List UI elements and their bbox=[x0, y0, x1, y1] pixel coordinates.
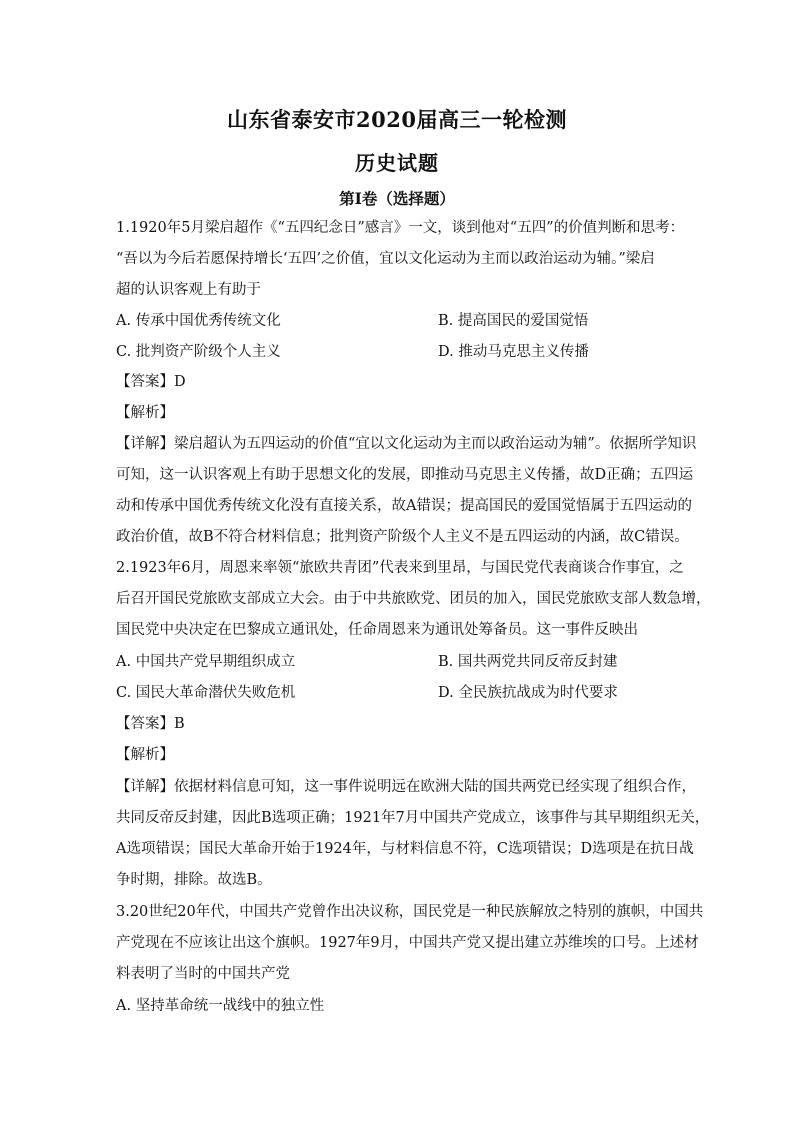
q2-option-b: B. 国共两党共同反帝反封建 bbox=[438, 654, 618, 670]
exam-title: 山东省泰安市2020届高三一轮检测 bbox=[227, 107, 567, 132]
q3-stem-line-1: 3.20世纪20年代，中国共产党曾作出决议称，国民党是一种民族解放之特别的旗帜，中国共 bbox=[116, 904, 704, 920]
q2-detail-line-4: 争时期，排除。故选B。 bbox=[116, 872, 272, 888]
q2-answer: 【答案】B bbox=[116, 716, 185, 732]
q3-stem-line-3: 料表明了当时的中国共产党 bbox=[116, 966, 290, 982]
section-heading: 第Ⅰ卷（选择题） bbox=[339, 189, 455, 208]
q2-option-c: C. 国民大革命潜伏失败危机 bbox=[116, 685, 296, 701]
q2-stem-line-1: 2.1923年6月，周恩来率领“旅欧共青团”代表来到里昂，与国民党代表商谈合作事宜，之 bbox=[116, 560, 684, 576]
q1-detail-line-3: 动和传承中国优秀传统文化没有直接关系，故A错误；提高国民的爱国觉悟属于五四运动的 bbox=[116, 498, 692, 514]
q2-detail-line-1: 【详解】依据材料信息可知，这一事件说明远在欧洲大陆的国共两党已经实现了组织合作， bbox=[116, 779, 696, 795]
q3-stem-line-2: 产党现在不应该让出这个旗帜。1927年9月，中国共产党又提出建立苏维埃的口号。上述材 bbox=[116, 935, 699, 951]
q2-analysis-label: 【解析】 bbox=[116, 747, 174, 763]
q2-detail-line-3: A选项错误；国民大革命开始于1924年，与材料信息不符，C选项错误；D选项是在抗日战 bbox=[116, 841, 694, 857]
q1-option-d: D. 推动马克思主义传播 bbox=[438, 344, 589, 360]
exam-subject: 历史试题 bbox=[355, 151, 439, 175]
q1-analysis-label: 【解析】 bbox=[116, 405, 174, 421]
q2-detail-line-2: 共同反帝反封建，因此B选项正确；1921年7月中国共产党成立，该事件与其早期组织无关， bbox=[116, 810, 710, 826]
q1-option-b: B. 提高国民的爱国觉悟 bbox=[438, 313, 589, 329]
q2-stem-line-2: 后召开国民党旅欧支部成立大会。由于中共旅欧党、团员的加入，国民党旅欧支部人数急增， bbox=[116, 591, 711, 607]
q1-stem-line-3: 超的认识客观上有助于 bbox=[116, 282, 261, 298]
q2-option-d: D. 全民族抗战成为时代要求 bbox=[438, 685, 618, 701]
q1-detail-line-4: 政治价值，故B不符合材料信息；批判资产阶级个人主义不是五四运动的内涵，故C错误。 bbox=[116, 529, 689, 545]
q3-option-a: A. 坚持革命统一战线中的独立性 bbox=[116, 998, 325, 1014]
q2-option-a: A. 中国共产党早期组织成立 bbox=[116, 654, 296, 670]
q2-stem-line-3: 国民党中央决定在巴黎成立通讯处，任命周恩来为通讯处筹备员。这一事件反映出 bbox=[116, 622, 638, 638]
q1-answer: 【答案】D bbox=[116, 374, 186, 390]
q1-detail-line-1: 【详解】梁启超认为五四运动的价值“宜以文化运动为主而以政治运动为辅”。依据所学知识 bbox=[116, 436, 697, 452]
q1-stem-line-2: “吾以为今后若愿保持增长‘五四’之价值，宜以文化运动为主而以政治运动为辅。”梁启 bbox=[116, 251, 655, 267]
q1-stem-line-1: 1.1920年5月梁启超作《“五四纪念日”感言》一文，谈到他对“五四”的价值判断和思考： bbox=[116, 220, 685, 236]
q1-option-c: C. 批判资产阶级个人主义 bbox=[116, 344, 281, 360]
q1-detail-line-2: 可知，这一认识客观上有助于思想文化的发展，即推动马克思主义传播，故D正确；五四运 bbox=[116, 467, 694, 483]
q1-option-a: A. 传承中国优秀传统文化 bbox=[116, 313, 281, 329]
